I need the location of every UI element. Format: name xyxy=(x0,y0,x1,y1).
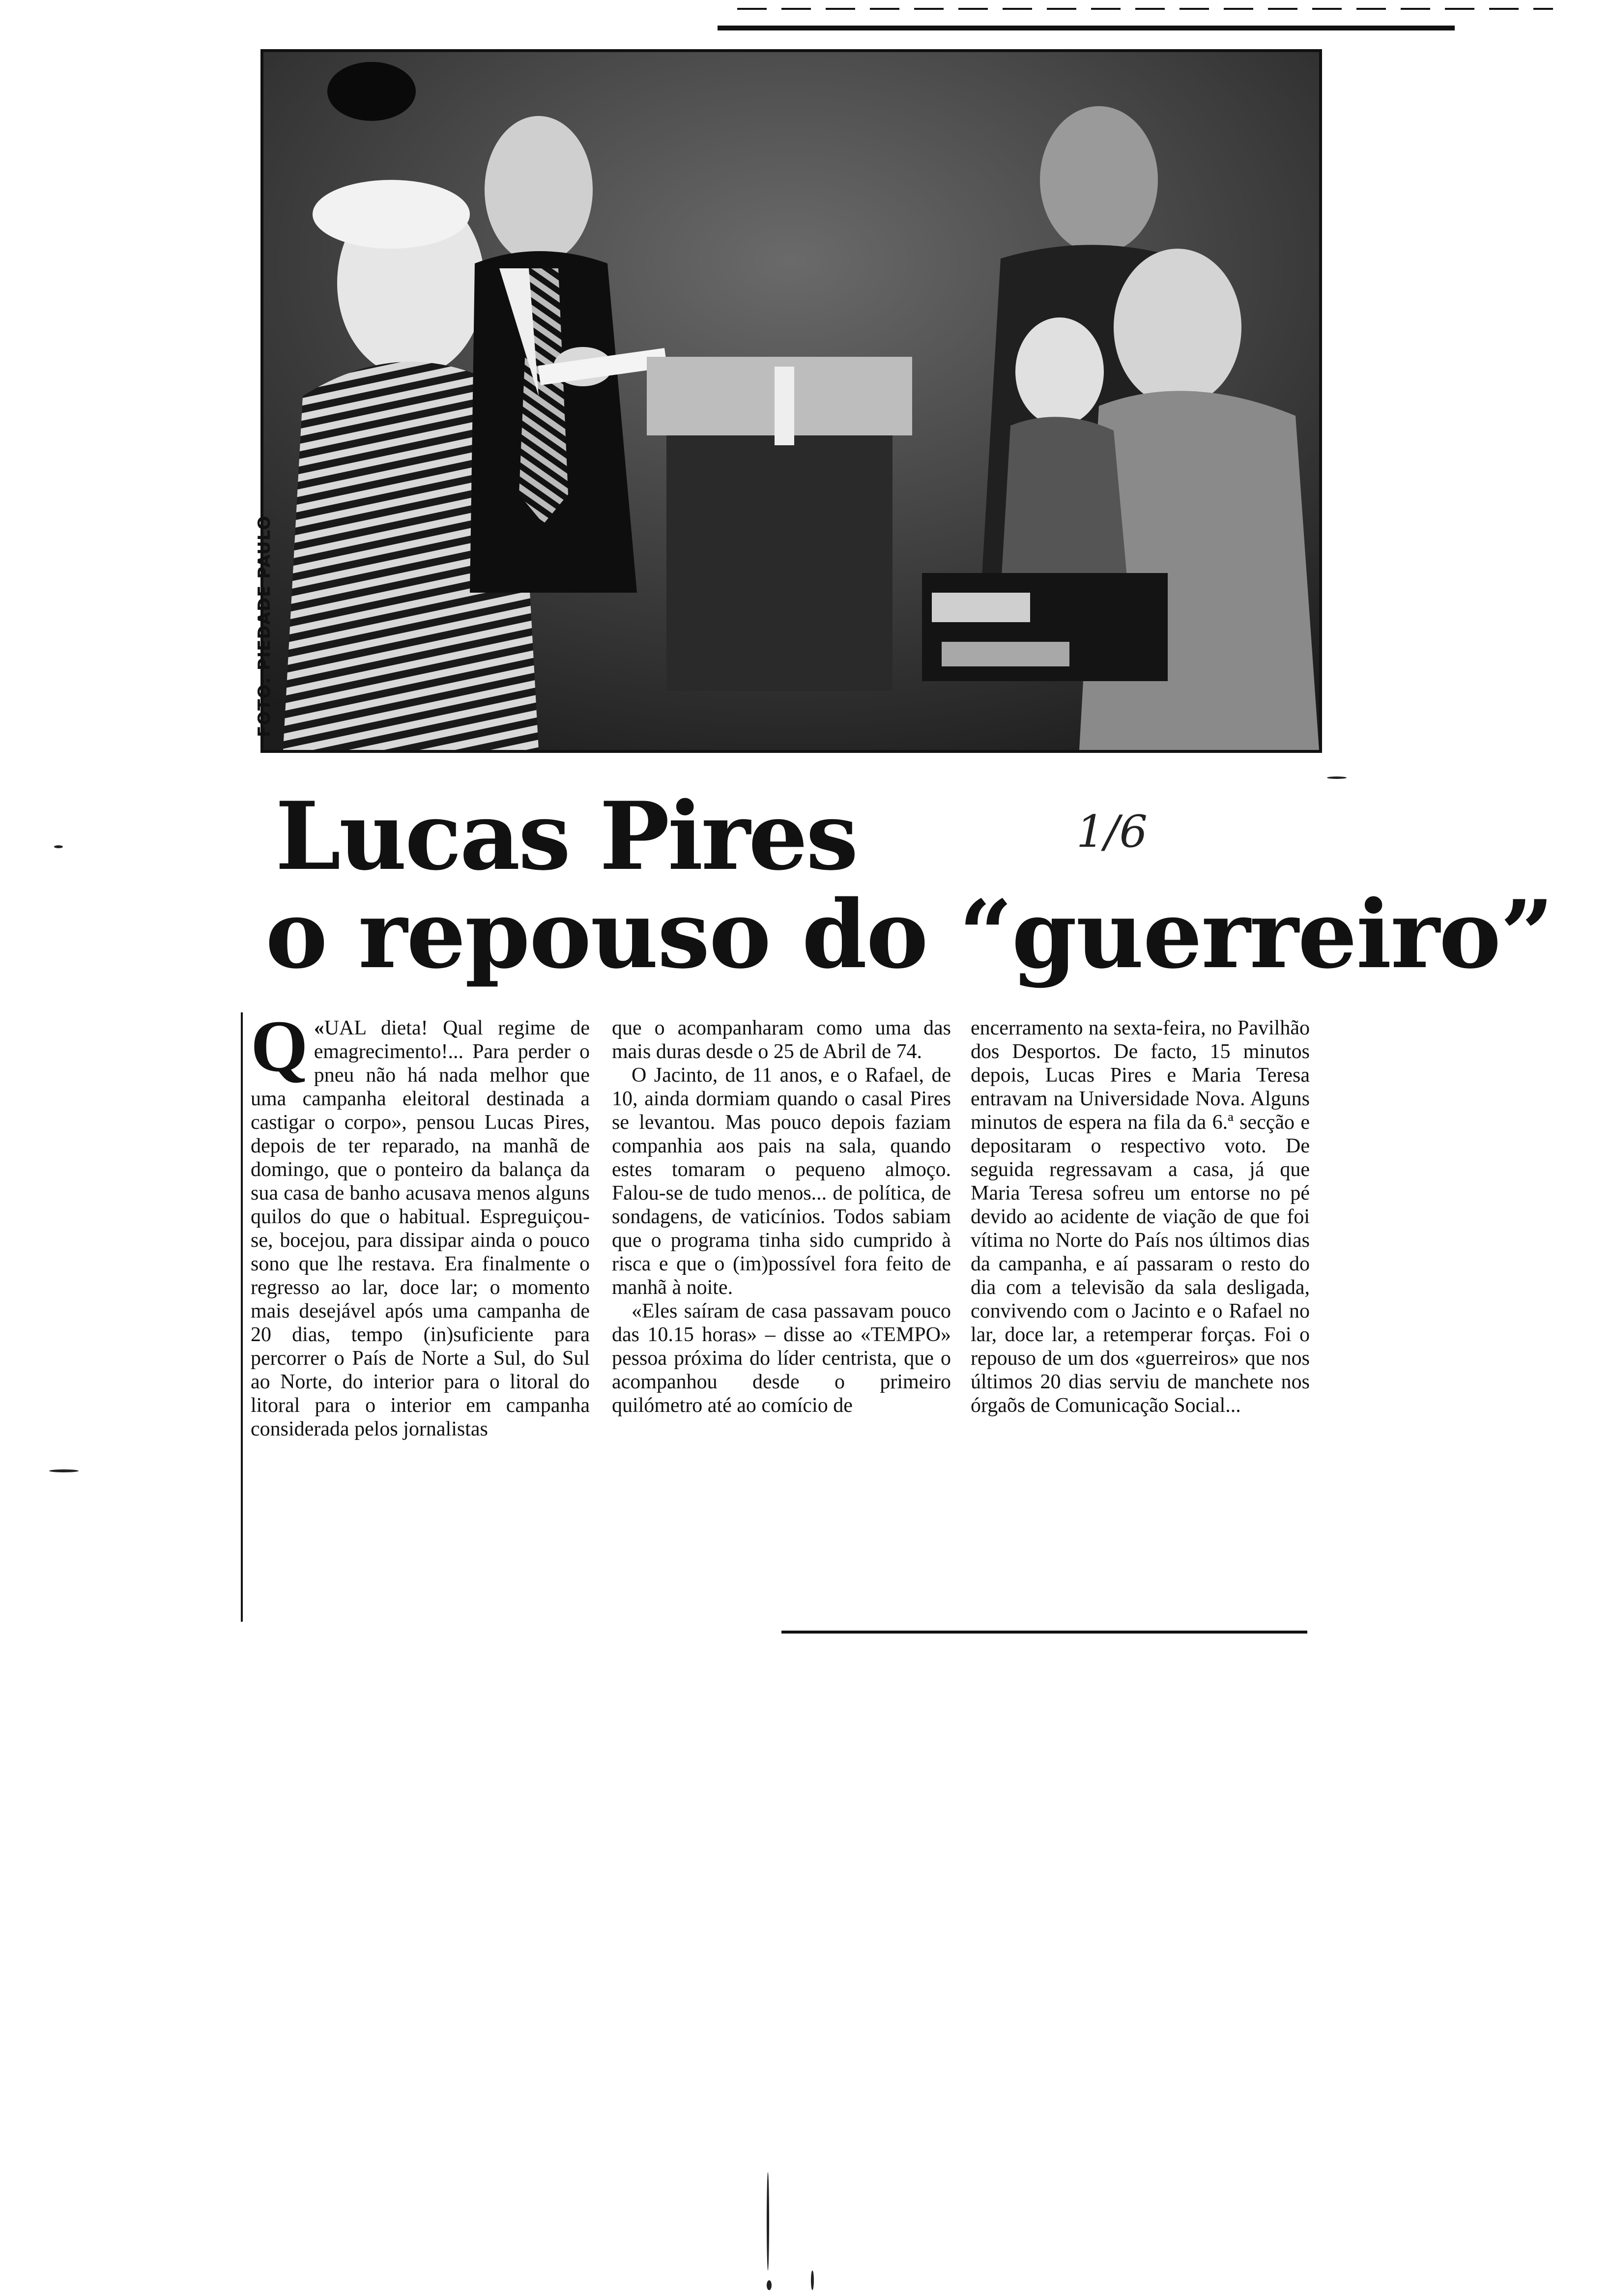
top-rule-thick xyxy=(718,26,1455,30)
drop-cap: Q xyxy=(251,1005,308,1087)
scan-speck xyxy=(811,2270,814,2290)
headline-line-1: Lucas Pires xyxy=(275,781,857,891)
article-column-3 xyxy=(971,1016,1310,1417)
col2-paragraph-1: que o acompanharam como uma das mais duras desde o 25 de Abril de 74. xyxy=(612,1017,951,1063)
scan-speck xyxy=(767,2280,772,2290)
photo-credit: FOTO: PIEDADE PAULO xyxy=(255,515,274,737)
ballot-table xyxy=(647,357,912,691)
photo-scene xyxy=(263,52,1319,750)
news-photo xyxy=(260,49,1322,753)
col1-text: UAL dieta! Qual regime de emagrecimento!... Para perder o pneu não há nada melhor que uma campanha eleitoral destinada a castigar o corpo», pensou Lucas Pires, depois de ter reparado, na manhã de domingo, que o ponteiro da balança da sua casa de banho acusava menos alguns quilos do que o habitual. Espreguiçou-se, bocejou, para dissipar ainda o pouco sono que lhe restava. Era finalmente o regresso ao lar, doce lar; o momento mais desejável após uma campanha de 20 dias, tempo (in)suficiente para percorrer o País de Norte a Sul, do Sul ao Norte, do interior para o litoral do litoral para o interior em campanha considerada pelos jornalistas xyxy=(251,1017,590,1440)
article-column-1 xyxy=(251,1005,590,1441)
scan-speck xyxy=(1327,776,1347,779)
col2-paragraph-3: «Eles saíram de casa passavam pouco das 10.15 horas» – disse ao «TEMPO» pessoa próxima do líder centrista, que o acompanhou desde o primeiro quilómetro até ao comício de xyxy=(612,1300,951,1417)
headline-line-2: o repouso do “guerreiro” xyxy=(265,880,1553,989)
top-rule-dashes xyxy=(737,8,1553,10)
col2-paragraph-2: O Jacinto, de 11 anos, e o Rafael, de 10, ainda dormiam quando o casal Pires se levantou. Mas pouco depois faziam companhia aos pais na sala, quando estes tomaram o pequeno almoço. Falou-se de tudo menos... de política, de sondagens, de vaticínios. Todos sabiam que o programa tinha sido cumprido à risca e que o (im)possível fora feito de manhã à noite. xyxy=(612,1064,951,1299)
col3-paragraph-1: encerramento na sexta-feira, no Pavilhão dos Desportos. De facto, 15 minutos depois, Lucas Pires e Maria Teresa entravam na Universidade Nova. Alguns minutos de espera na fila da 6.ª secção e depositaram o respectivo voto. De seguida regressavam a casa, já que Maria Teresa sofreu um entorse no pé devido ao acidente de viação de que foi vítima no Norte do País nos últimos dias da campanha, e aí passaram o resto do dia com a televisão da sala desligada, convivendo com o Jacinto e o Rafael no lar, doce lar, a retemperar forças. Foi o repouso de um dos «guerreiros» que nos últimos 20 dias serviu de manchete nos órgaõs de Comunicação Social... xyxy=(971,1017,1310,1417)
left-margin-rule xyxy=(241,1012,243,1622)
article-column-2 xyxy=(612,1016,951,1417)
article-end-rule xyxy=(781,1631,1307,1634)
col1-paragraph xyxy=(251,1005,590,1441)
scan-speck xyxy=(49,1469,79,1472)
handwritten-note: 1/6 xyxy=(1076,806,1148,858)
photo-dark-blob xyxy=(327,62,416,121)
scan-speck xyxy=(767,2172,769,2270)
scan-speck xyxy=(54,845,63,848)
opening-quote: « xyxy=(314,1017,324,1039)
